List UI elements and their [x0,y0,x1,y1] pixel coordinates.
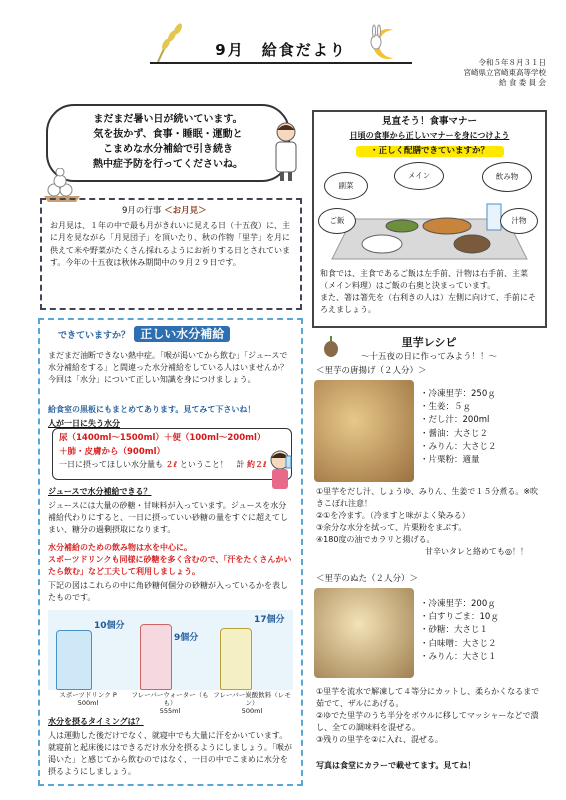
bubble-drink: 飲み物 [482,162,532,192]
recipe-1-photo [314,380,414,482]
dango-icon [42,168,82,202]
water-loss-heading: 人が一日に失う水分 [48,419,120,428]
manner-subtitle: 日頃の食事から正しいマナーを身につけよう [349,130,510,140]
bubble-main: メイン [394,162,444,190]
moon-rabbit-icon [362,22,406,62]
recipe-1-name: ＜里芋の唐揚げ（２人分）＞ [316,366,427,376]
juice-red-1: 水分補給のための飲み物は水を中心に。 [48,543,192,552]
recipe-2-ingredients: ・冷凍里芋：200ｇ ・白すりごま：10ｇ ・砂糖：大さじ１ ・白味噌：大さじ２ ・みりん：大さじ１ [420,599,499,662]
water-loss-box [52,428,292,480]
recipe-2-photo [314,588,414,678]
intro-line: こまめな水分補給で引き続き [103,144,233,155]
hydration-title-prefix: できていますか？ [58,331,131,341]
recipe-section [312,336,546,782]
recipe-footer: 写真は食堂にカラーで載せてます。見てね！ [316,761,476,770]
bottle-sports-drink [56,630,92,690]
timing-heading: 水分を摂るタイミングは？ [48,717,144,726]
juice-text-2: 下記の図はこれらの中に角砂糖何個分の砂糖が入っているかを表したものです。 [48,581,288,602]
committee-name: 給 食 委 員 会 [498,77,546,87]
juice-heading: ジュースで水分補給できる？ [48,487,152,496]
bottle-label-2: フレーバーウォーター（もも） 555ml [131,691,209,715]
bubble-side-dish: 副菜 [324,172,368,200]
bubble-rice: ご飯 [318,208,356,234]
recipe-2-name: ＜里芋のぬた（２人分）＞ [316,574,419,584]
manner-section [312,110,547,328]
juice-text: ジュースには大量の砂糖・甘味料が入っています。ジュースを水分補給代わりにすると、一日に摂っていい砂糖の量をすぐに超えてしまい、糖分の過剰摂取になります。 [48,501,288,534]
recipe-1-ingredients: ・冷凍里芋：250ｇ ・生姜：５ｇ ・だし汁：200ml ・醤油：大さじ２ ・みりん：大さじ２ ・片栗粉：適量 [420,389,497,465]
hydration-title [58,326,230,342]
recipe-subtitle: 〜十五夜の日に作ってみよう！！〜 [360,351,497,362]
event-heading-prefix: 9月の行事 [122,206,162,216]
hydration-intro: まだまだ油断できない熱中症。「喉が渇いてから飲む」「ジュースで水分補給をする」と間違った水分補給をしている人はいませんか？今回は「水分」について正しい知識を身につけましょう。 [48,351,288,384]
manner-question: ・正しく配膳できていますか？ [356,146,504,157]
september-event-heading [122,206,207,217]
intro-line: 熱中症予防を行ってくださいね。 [93,159,243,170]
manner-text-1: 和食では、主食であるご飯は左手前、汁物は右手前、主菜（メイン料理）はご飯の右奥と決まっています。 [320,269,528,290]
hydration-note: 給食室の黒板にもまとめてあります。見てみて下さいね！ [48,405,256,414]
nurse-icon [268,120,304,182]
manner-title: 見直そう！食事マナー [381,116,477,127]
hydration-section [38,318,303,786]
school-name: 宮崎県立宮崎東高等学校 [463,67,546,77]
intro-message [46,104,290,182]
bottle-count-2: 9個分 [174,633,199,643]
bottle-labels [48,691,293,715]
page-title: 9月 給食だより [150,38,412,64]
september-event-text: お月見は、１年の中で最も月がきれいに見える日（十五夜）に、主に月を見ながら「月見団子」を頂いたり、秋の作物「里芋」を月に供えて米や野菜がたくさん採れるようにお祈りする日とされています。今年の十五夜は秋休み期間中の９月２９日です。 [50,221,290,268]
september-event-box [40,198,302,310]
water-loss-line-2: ＋肺・皮膚から（900ml） [59,446,166,457]
water-loss-line-3: 一日に摂ってほしい水分量も ２ℓ ということ！ 計 約２ℓ [59,460,267,470]
taro-icon [320,336,342,358]
intro-line: まだまだ暑い日が続いています。 [93,114,243,125]
recipe-title: 里芋レシピ [401,336,457,349]
bubble-soup: 汁物 [500,208,538,234]
recipe-2-steps: ①里芋を流水で解凍して４等分にカットし、柔らかくなるまで茹でて、ザルにあげる。 ②ゆでた里芋のうち半分をボウルに移してマッシャーなどで潰し、全ての調味料を混ぜる。 ③残りの里芋を②に入れ、混ぜる。 [316,687,540,744]
event-heading-name: ＜お月見＞ [164,206,207,216]
intro-line: 気を抜かず、食事・睡眠・運動と [93,129,243,140]
bottle-count-3: 17個分 [254,615,285,625]
juice-red-2: スポーツドリンクも同様に砂糖を多く含むので、「汗をたくさんかいたら飲む」など工夫して利用しましょう。 [48,555,292,576]
manner-text-2: また、箸は箸先を（右利きの人は）左側に向けて、手前にそろえましょう。 [320,293,536,314]
bottle-label-1: スポーツドリンク P 500ml [59,691,117,707]
bottle-label-3: フレーバー炭酸飲料（レモン） 500ml [213,691,291,715]
hydration-title-main: 正しい水分補給 [134,326,230,342]
bottle-flavor-soda [220,628,252,690]
manner-text [320,268,539,316]
timing-text: 人は運動した後だけでなく、就寝中でも大量に汗をかいています。就寝前と起床後にはできるだけ水分を摂るようにしましょう。「喉が渇いた」と感じてから飲むのではなく、一日の中でこまめに水分を摂るようにしましょう。 [48,731,292,776]
bottle-flavor-water [140,624,172,690]
issue-date: 令和５年８月３１日 [478,58,546,67]
header-meta [464,58,547,87]
recipe-1-steps: ①里芋をだし汁、しょうゆ、みりん、生姜で１５分煮る。※吹きこぼれ注意！ ②①を冷ます。（冷ますと味がよく染みる） ③余分な水分を拭って、片栗粉をまぶす。 ④180度の油でカラリと揚げる。 甘辛いタレと絡めても◎！！ [316,487,539,556]
water-loss-line-1: 尿（1400ml〜1500ml）＋便（100ml〜200ml） [59,433,266,443]
bottle-count-1: 10個分 [94,621,125,631]
sugar-bottle-chart [48,610,293,690]
